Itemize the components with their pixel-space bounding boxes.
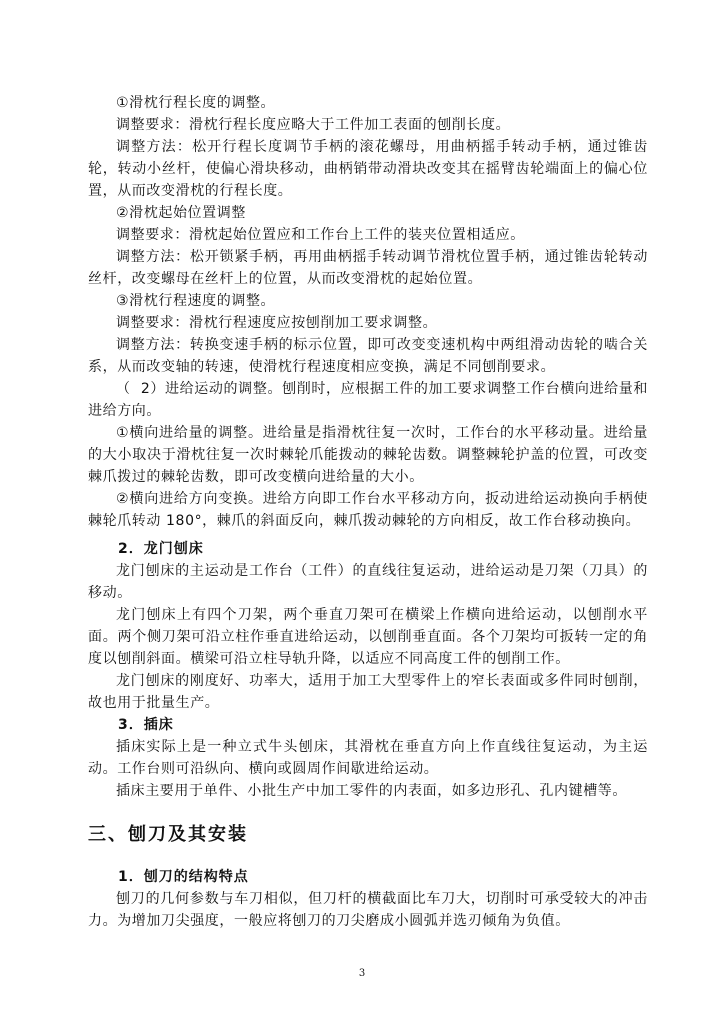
paragraph: 龙门刨床的主运动是工作台（工件）的直线往复运动，进给运动是刀架（刀具）的移动。: [88, 563, 648, 601]
page-body: [88, 92, 648, 932]
section-heading-slotting-machine: 3．插床: [118, 717, 174, 733]
paragraph: 调整要求：滑枕起始位置应和工作台上工件的装夹位置相适应。: [116, 227, 525, 243]
paragraph: 刨刀的几何参数与车刀相似，但刀杆的横截面比车刀大，切削时可承受较大的冲击力。为增加刀尖强度，一般应将刨刀的刀尖磨成小圆弧并选刃倾角为负值。: [88, 891, 648, 929]
paragraph: 调整方法：松开行程长度调节手柄的滚花螺母，用曲柄摇手转动手柄，通过锥齿轮，转动小丝杆，使偏心滑块移动，曲柄销带动滑块改变其在摇臂齿轮端面上的偏心位置，从而改变滑枕的行程长度。: [88, 139, 648, 199]
paragraph: ②横向进给方向变换。进给方向即工作台水平移动方向，扳动进给运动换向手柄使棘轮爪转动 180°，棘爪的斜面反向，棘爪拨动棘轮的方向相反，故工作台移动换向。: [88, 491, 648, 529]
paragraph: 龙门刨床上有四个刀架，两个垂直刀架可在横梁上作横向进给运动，以刨削水平面。两个侧刀架可沿立柱作垂直进给运动，以刨削垂直面。各个刀架均可扳转一定的角度以刨削斜面。横梁可沿立柱导轨升降，以适应不同高度工件的刨削工作。: [88, 607, 648, 667]
sub-heading: 1．刨刀的结构特点: [118, 869, 249, 885]
paragraph: 调整方法：松开锁紧手柄，再用曲柄摇手转动调节滑枕位置手柄，通过锥齿轮转动丝杆，改变螺母在丝杆上的位置，从而改变滑枕的起始位置。: [88, 249, 648, 287]
paragraph: 调整要求：滑枕行程长度应略大于工件加工表面的刨削长度。: [116, 117, 511, 133]
paragraph: 调整方法：转换变速手柄的标示位置，即可改变变速机构中两组滑动齿轮的啮合关系，从而改变轴的转速，使滑枕行程速度相应变换，满足不同刨削要求。: [88, 337, 648, 375]
paragraph: ③滑枕行程速度的调整。: [116, 293, 276, 309]
paragraph: （ 2）进给运动的调整。刨削时，应根据工件的加工要求调整工作台横向进给量和进给方向。: [88, 381, 648, 419]
paragraph: ①横向进给量的调整。进给量是指滑枕往复一次时，工作台的水平移动量。进给量的大小取决于滑枕往复一次时棘轮爪能拨动的棘轮齿数。调整棘轮护盖的位置，可改变棘爪拨过的棘轮齿数，即可改变横向进给量的大小。: [88, 425, 648, 485]
page-number: 3: [358, 968, 366, 979]
chapter-heading: 三、刨刀及其安装: [88, 824, 248, 845]
paragraph: ②滑枕起始位置调整: [116, 205, 246, 221]
paragraph: 龙门刨床的刚度好、功率大，适用于加工大型零件上的窄长表面或多件同时刨削，故也用于批量生产。: [88, 673, 648, 711]
section-heading-gantry-planer: 2．龙门刨床: [118, 541, 204, 557]
paragraph: ①滑枕行程长度的调整。: [116, 95, 276, 111]
paragraph: 调整要求：滑枕行程速度应按刨削加工要求调整。: [116, 315, 438, 331]
paragraph: 插床实际上是一种立式牛头刨床，其滑枕在垂直方向上作直线往复运动，为主运动。工作台则可沿纵向、横向或圆周作间歇进给运动。: [88, 739, 648, 777]
paragraph: 插床主要用于单件、小批生产中加工零件的内表面，如多边形孔、孔内键槽等。: [116, 783, 627, 799]
